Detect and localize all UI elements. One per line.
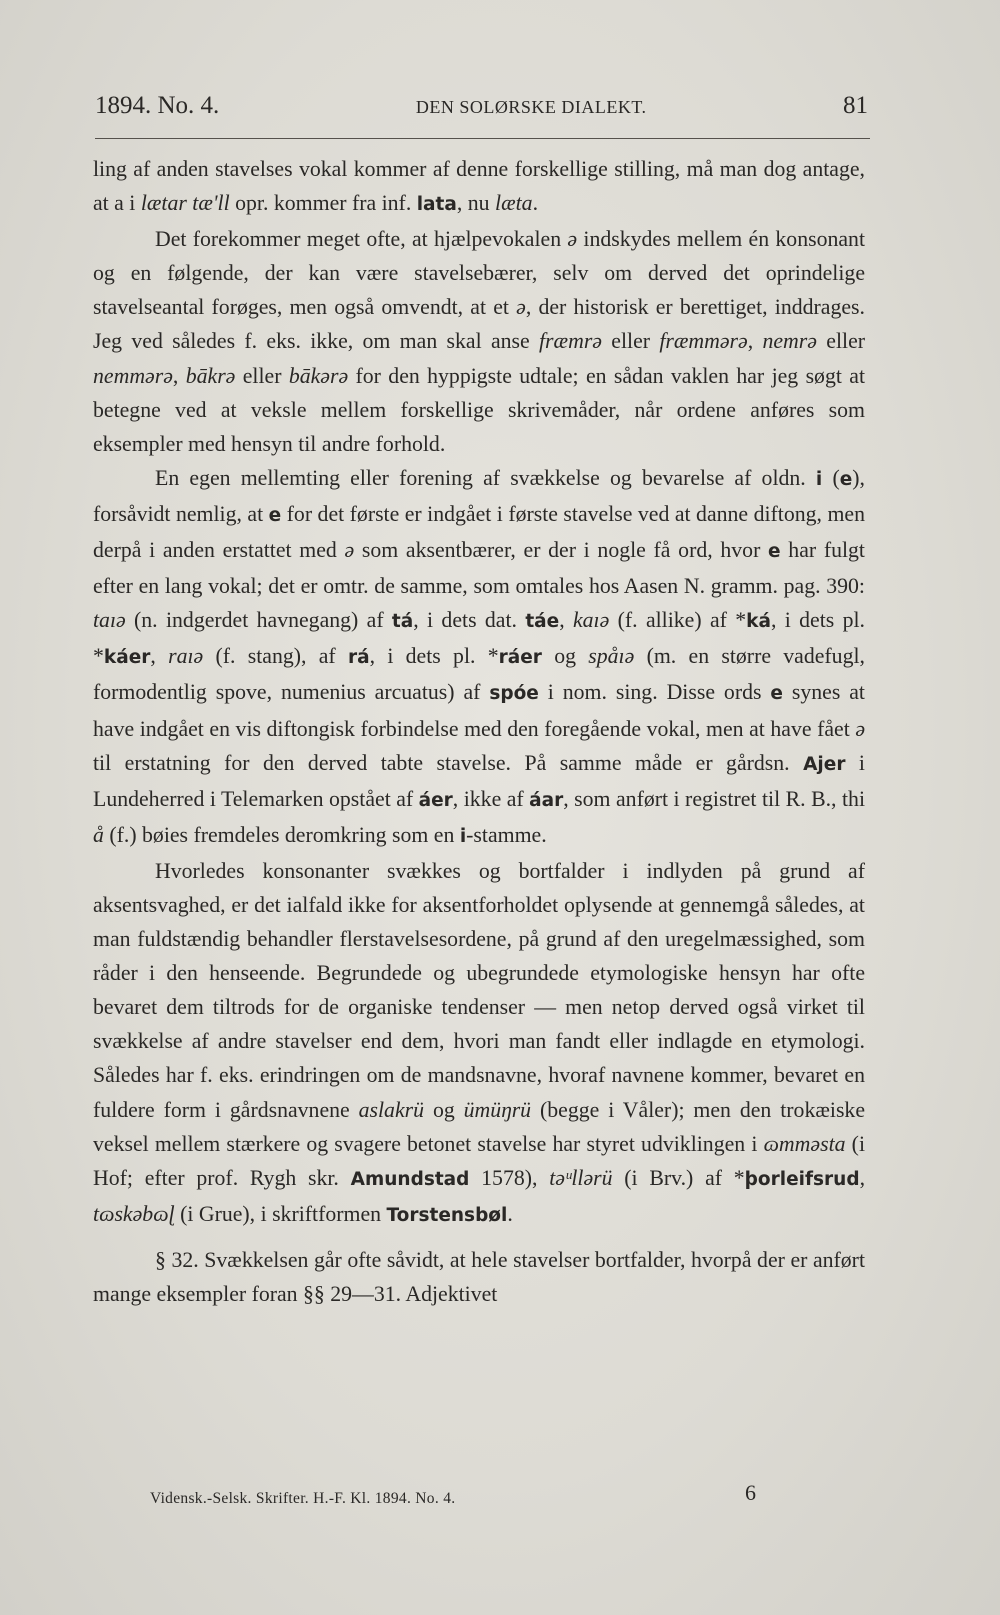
paragraph xyxy=(93,222,865,461)
phonetic-form: læta xyxy=(495,191,533,216)
paragraph xyxy=(93,854,865,1233)
text-run: (begge i Våler); men den trokæiske veksel mellem stærkere og svagere betonet stavelse har styret udviklingen i xyxy=(93,1097,865,1156)
paragraph xyxy=(93,1243,865,1311)
phonetic-form: təᵘllərü xyxy=(549,1165,613,1190)
phonetic-form: tɷskəbɷɭ xyxy=(93,1201,175,1226)
footer xyxy=(150,1480,865,1508)
text-run: (m. en større vadefugl, formodentlig spove, numenius arcuatus) af xyxy=(93,644,865,705)
text-run: . xyxy=(507,1201,513,1226)
text-run: (f.) bøies fremdeles deromkring som en xyxy=(103,822,460,847)
text-run: , xyxy=(172,363,186,388)
headword: i xyxy=(815,468,823,490)
text-run: , xyxy=(559,608,573,633)
text-run: , som anført i registret til R. B., thi xyxy=(563,786,865,811)
headword: spóe xyxy=(489,683,539,705)
phonetic-form: taıə xyxy=(93,608,126,633)
header-title: DEN SOLØRSKE DIALEKT. xyxy=(415,97,647,117)
headword: þorleifsrud xyxy=(744,1168,860,1190)
text-run: § 32. Svækkelsen går ofte såvidt, at hele stavelser bortfalder, hvorpå der er anført mange eksempler foran §§ 29—31. Adjektivet xyxy=(93,1247,865,1306)
text-run: eller xyxy=(601,329,660,354)
headword: káer xyxy=(103,647,151,669)
text-run: (n. indgerdet havnegang) af xyxy=(125,608,392,633)
text-run: Det forekommer meget ofte, at hjælpevokalen xyxy=(155,227,568,252)
phonetic-form: ə xyxy=(855,716,865,741)
phonetic-form: bākrə xyxy=(185,363,236,388)
headword: ká xyxy=(746,611,771,633)
text-run: , xyxy=(859,1165,866,1190)
text-run: ( xyxy=(822,465,840,490)
body-text xyxy=(93,152,865,1311)
text-run: indskydes mellem én konsonant og en følgende, der kan være stavelsebærer, selv om derved det oprindelige stavelseantal forøges, men også omvendt, at et xyxy=(93,227,865,320)
phonetic-form: bākərə xyxy=(288,363,349,388)
headword: ráer xyxy=(498,647,542,669)
text-run: , der historisk er berettiget, inddrages. Jeg ved således f. eks. ikke, om man skal anse xyxy=(93,295,865,354)
signature-mark: 6 xyxy=(745,1480,757,1505)
phonetic-form: å xyxy=(93,822,104,847)
phonetic-form: aslakrü xyxy=(358,1097,425,1122)
text-run: (f. allike) af * xyxy=(609,608,747,633)
phonetic-form: ə xyxy=(516,295,526,320)
text-run: . xyxy=(532,191,539,216)
headword: áar xyxy=(529,789,564,811)
text-run: (i Brv.) af * xyxy=(612,1165,745,1190)
text-run: som aksentbærer, er der i nogle få ord, hvor xyxy=(354,538,769,563)
text-run: for den hyppigste udtale; en sådan vaklen har jeg søgt at betegne ved at veksle mellem forskellige skrivemåder, når ordene anføres som eksempler med hensyn til andre forhold. xyxy=(93,363,865,456)
text-run: , xyxy=(747,329,763,354)
text-run: -stamme. xyxy=(466,822,547,847)
headword: tá xyxy=(391,611,414,633)
text-run: , nu xyxy=(456,191,496,216)
phonetic-form: ümüŋrü xyxy=(463,1097,532,1122)
headword: e xyxy=(768,541,781,563)
footer-imprint: Vidensk.-Selsk. Skrifter. H.-F. Kl. 1894. No. 4. xyxy=(150,1490,456,1507)
text-run: ling af anden stavelses vokal kommer af denne forskellige stilling, må man dog antage, at a i xyxy=(93,157,865,216)
text-run: (f. stang), af xyxy=(203,644,348,669)
headword: e xyxy=(770,683,783,705)
headword: lata xyxy=(416,194,457,216)
headword: Amundstad xyxy=(350,1168,470,1190)
text-run: eller xyxy=(235,363,289,388)
headword: áer xyxy=(418,789,453,811)
phonetic-form: kaıə xyxy=(572,608,610,633)
text-run: , i dets pl. * xyxy=(93,608,865,669)
text-run: (i Grue), i skriftformen xyxy=(174,1201,387,1226)
text-run: 1578), xyxy=(469,1165,550,1190)
text-run: til erstatning for den derved tabte stavelse. På samme måde er gårdsn. xyxy=(93,750,804,775)
headword: Torstensbøl xyxy=(386,1204,508,1226)
text-run: eller xyxy=(816,329,865,354)
headword: i xyxy=(459,825,467,847)
headword: Ajer xyxy=(803,753,846,775)
text-run: har fulgt efter en lang vokal; det er omtr. de samme, som omtales hos Aasen N. gramm. pag. 390: xyxy=(93,538,865,599)
phonetic-form: nemmərə xyxy=(93,363,173,388)
phonetic-form: spåıə xyxy=(588,644,635,669)
phonetic-form: raıə xyxy=(168,644,204,669)
headword: rá xyxy=(347,647,370,669)
headword: e xyxy=(268,504,282,526)
phonetic-form: ə xyxy=(567,227,578,252)
text-run: i Lundeherred i Telemarken opstået af xyxy=(93,750,865,811)
phonetic-form: fræmmərə xyxy=(659,329,748,354)
phonetic-form: ə xyxy=(344,538,355,563)
text-run: ), forsåvidt nemlig, at xyxy=(93,465,865,526)
page-number: 81 xyxy=(843,92,868,119)
text-run: , ikke af xyxy=(452,786,530,811)
phonetic-form: lætar tæ'll xyxy=(140,191,230,216)
headword: táe xyxy=(525,611,560,633)
paragraph xyxy=(93,461,865,854)
text-run: , i dets pl. * xyxy=(369,644,499,669)
text-run: i nom. sing. Disse ords xyxy=(538,680,771,705)
text-run: for det første er indgået i første stavelse ved at danne diftong, men derpå i anden erstattet med xyxy=(93,501,865,563)
phonetic-form: nemrə xyxy=(762,329,817,354)
paragraph xyxy=(93,152,865,222)
header-issue: 1894. No. 4. xyxy=(95,92,220,119)
text-run: opr. kommer fra inf. xyxy=(229,191,417,216)
text-run: synes at have indgået en vis diftongisk forbindelse med den foregående vokal, men at have fået xyxy=(93,680,865,741)
text-run: En egen mellemting eller forening af svækkelse og bevarelse af oldn. xyxy=(155,465,816,490)
text-run: , xyxy=(150,644,169,669)
phonetic-form: ɷmməsta xyxy=(763,1131,846,1156)
phonetic-form: fræmrə xyxy=(539,329,602,354)
headword: e xyxy=(839,468,853,490)
header-rule xyxy=(95,138,870,139)
text-run: og xyxy=(424,1097,464,1122)
running-header xyxy=(95,92,868,120)
text-run: , i dets dat. xyxy=(413,608,526,633)
text-run: (i Hof; efter prof. Rygh skr. xyxy=(93,1131,865,1190)
text-run: og xyxy=(541,644,589,669)
text-run: Hvorledes konsonanter svækkes og bortfalder i indlyden på grund af aksentsvaghed, er det ialfald ikke for aksentforholdet oplysende at gennemgå således, at man fuldstændig behandler flerstavelsesordene, på grund af den uregelmæssighed, som råder i den henseende. Begrundede og ubegrundede etymologiske hensyn har ofte bevaret dem tiltrods for de organiske tendenser — men netop derved også virket til svækkelse af andre stavelser end dem, hvori man fandt eller indlagde en etymologi. Således har f. eks. erindringen om de mandsnavne, hvoraf navnene kommer, bevaret en fuldere form i gårdsnavnene xyxy=(93,858,865,1122)
